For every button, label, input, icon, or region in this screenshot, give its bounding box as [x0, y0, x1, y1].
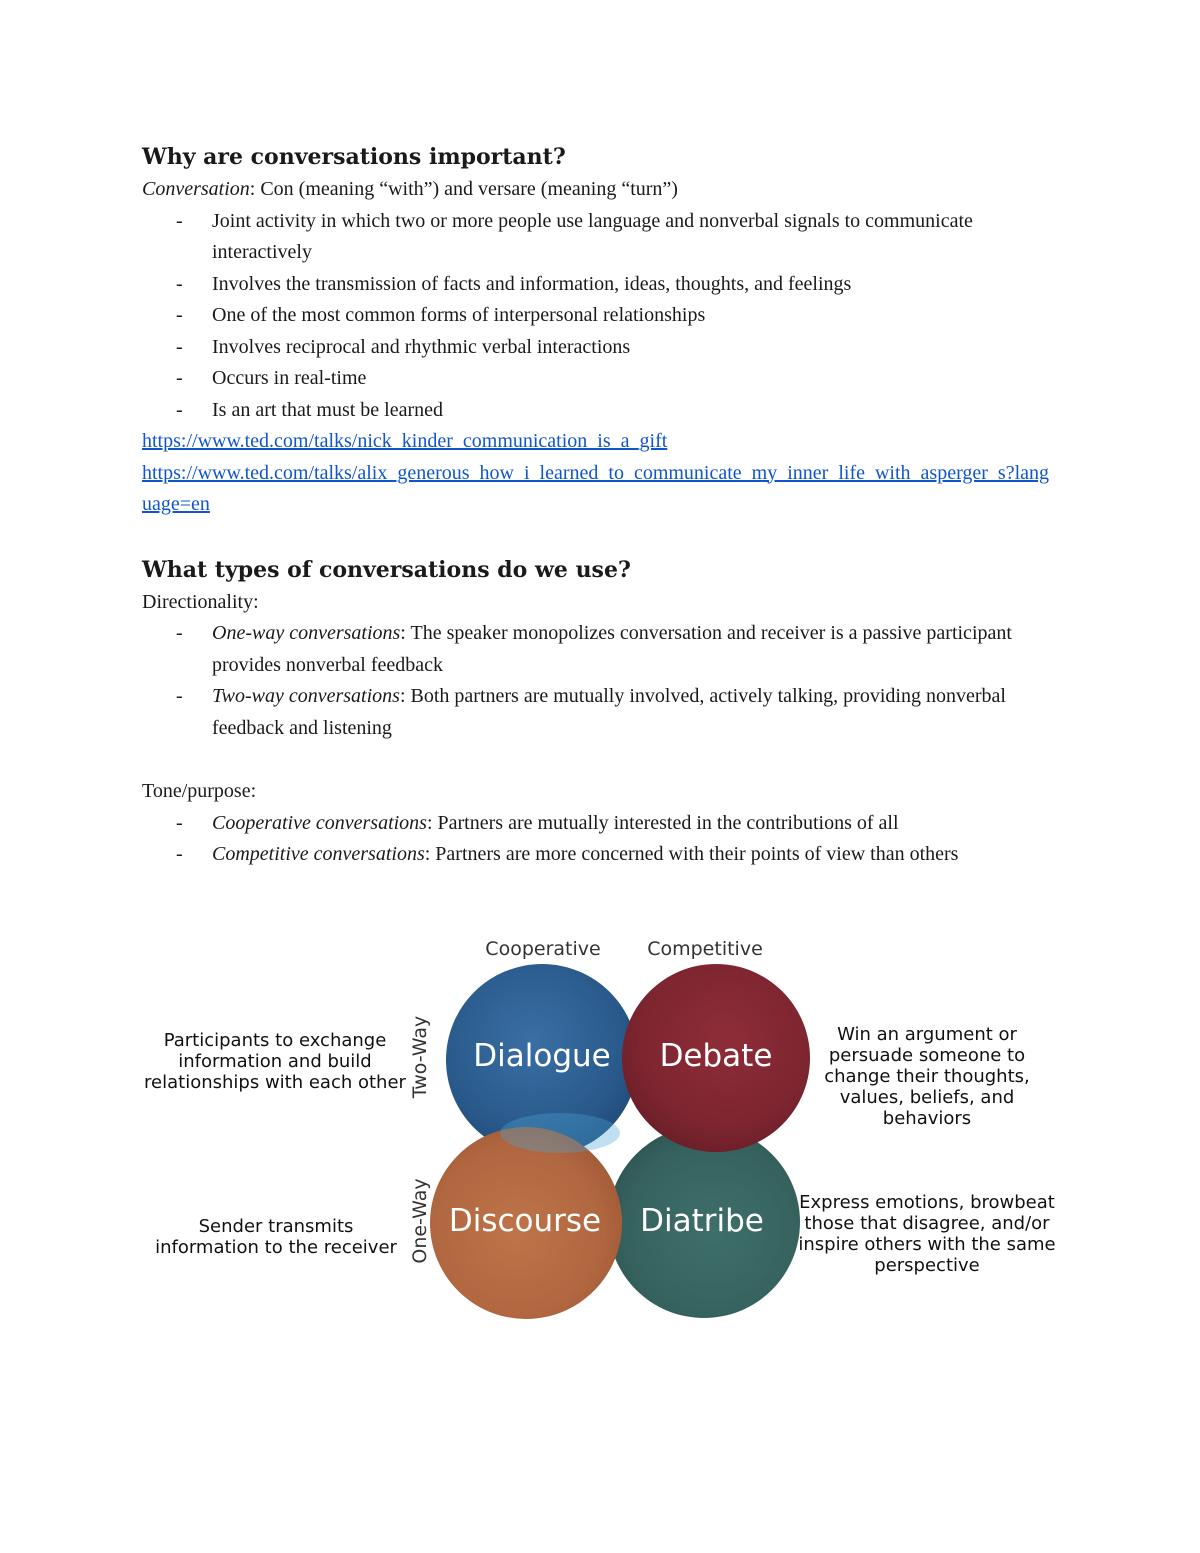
tone-label: Tone/purpose: [142, 780, 257, 802]
list-item: - Involves the transmission of facts and information, ideas, thoughts, and feelings [142, 269, 1058, 301]
description-debate: Win an argument or persuade someone to change their thoughts, values, beliefs, and behaviors [824, 1024, 1030, 1129]
directionality-list [142, 618, 1058, 744]
spacer [142, 744, 1058, 776]
term-description: : Both partners are mutually involved, actively talking, providing nonverbal feedback and listening [212, 685, 1006, 739]
ted-link-alix-generous[interactable]: https://www.ted.com/talks/alix_generous_how_i_learned_to_communicate_my_inner_life_with_asperger_s?language=en [142, 461, 1050, 515]
directionality-label: Directionality: [142, 590, 259, 613]
document-content [142, 140, 1058, 871]
circle-label-diatribe: Diatribe [640, 1203, 764, 1239]
list-item [142, 681, 1058, 744]
term: One-way conversations [212, 622, 401, 644]
definition-text: : Con (meaning “with”) and versare (meaning “turn”) [249, 178, 678, 200]
description-diatribe: Express emotions, browbeat those that disagree, and/or inspire others with the same perspective [798, 1192, 1056, 1276]
column-label-cooperative: Cooperative [485, 938, 601, 960]
list-item: - Occurs in real-time [142, 363, 1058, 395]
term-description: : Partners are mutually interested in the contributions of all [426, 811, 899, 834]
circle-highlight [500, 1113, 620, 1153]
list-item: - Involves reciprocal and rhythmic verbal interactions [142, 332, 1058, 364]
diagram-circles [0, 920, 1200, 1340]
ted-link-block-2 [142, 458, 1058, 521]
circle-label-dialogue: Dialogue [473, 1038, 611, 1074]
list-item [142, 839, 1058, 871]
section-heading-types: What types of conversations do we use? [142, 556, 631, 583]
list-item: - Is an art that must be learned [142, 395, 1058, 427]
definition-term: Conversation [142, 178, 250, 200]
circle-label-debate: Debate [659, 1038, 773, 1074]
description-discourse: Sender transmits information to the receiver [155, 1216, 397, 1258]
conversation-types-diagram [0, 920, 1200, 1340]
column-label-competitive: Competitive [647, 938, 763, 960]
row-label-one-way: One-Way [409, 1178, 431, 1264]
list-item: - One of the most common forms of interpersonal relationships [142, 300, 1058, 332]
circle-label-discourse: Discourse [448, 1203, 602, 1239]
ted-link-block-1 [142, 426, 1058, 458]
list-item: - Joint activity in which two or more people use language and nonverbal signals to communicate interactively [142, 206, 1058, 269]
term: Competitive conversations [212, 843, 425, 865]
term: Cooperative conversations [212, 811, 427, 834]
term: Two-way conversations [212, 685, 400, 707]
definition-line [142, 174, 1058, 206]
section-heading-importance: Why are conversations important? [142, 144, 566, 170]
spacer [142, 521, 1058, 553]
tone-list [142, 808, 1058, 871]
term-description: : The speaker monopolizes conversation and receiver is a passive participant provides nonverbal feedback [212, 622, 1012, 676]
row-label-two-way: Two-Way [409, 1015, 431, 1099]
list-item [142, 808, 1058, 840]
term-description: : Partners are more concerned with their points of view than others [424, 843, 959, 865]
importance-list [142, 206, 1058, 427]
list-item [142, 618, 1058, 681]
description-dialogue: Participants to exchange information and build relationships with each other [144, 1030, 406, 1093]
ted-link-nick-kinder[interactable]: https://www.ted.com/talks/nick_kinder_communication_is_a_gift [142, 430, 668, 452]
